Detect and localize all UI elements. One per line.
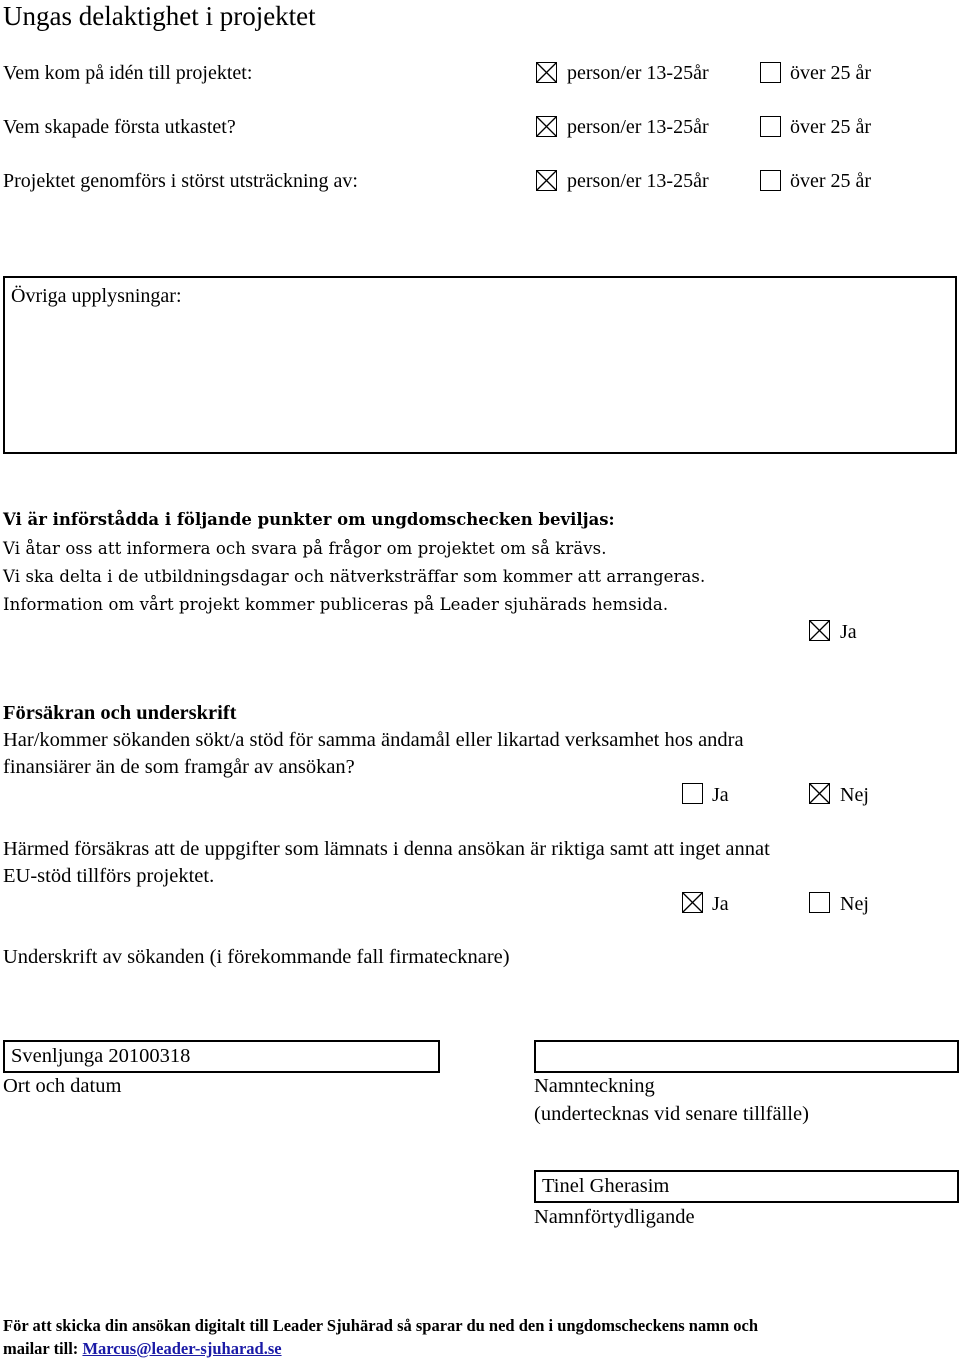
question-execution: Projektet genomförs i störst utsträckning av:: [3, 170, 358, 192]
assurance-q2-line2: EU-stöd tillförs projektet.: [3, 865, 215, 887]
question-draft: Vem skapade första utkastet?: [3, 116, 236, 138]
agreement-heading: Vi är införstådda i följande punkter om ungdomschecken beviljas:: [3, 510, 615, 529]
signature-label: Namnteckning: [534, 1075, 655, 1097]
label-q2-nej: Nej: [840, 893, 869, 915]
agreement-line-3: Information om vårt projekt kommer publiceras på Leader sjuhärads hemsida.: [3, 595, 669, 614]
name-clarification-label: Namnförtydligande: [534, 1206, 695, 1228]
name-clarification-field[interactable]: [534, 1170, 959, 1203]
checkbox-execution-youth[interactable]: [536, 170, 557, 191]
checkmark-x-icon: [810, 621, 829, 640]
checkbox-idea-over25[interactable]: [760, 62, 781, 83]
assurance-heading: Försäkran och underskrift: [3, 702, 237, 724]
checkbox-draft-youth[interactable]: [536, 116, 557, 137]
checkmark-x-icon: [537, 171, 556, 190]
email-link[interactable]: Marcus@leader-sjuharad.se: [82, 1339, 282, 1358]
signature-field[interactable]: [534, 1040, 959, 1073]
label-q1-nej: Nej: [840, 784, 869, 806]
label-q2-ja: Ja: [712, 893, 729, 915]
place-date-field[interactable]: [3, 1040, 440, 1073]
label-q1-ja: Ja: [712, 784, 729, 806]
checkbox-q1-ja[interactable]: [682, 783, 703, 804]
label-execution-over25: över 25 år: [790, 170, 872, 192]
label-execution-youth: person/er 13-25år: [567, 170, 709, 192]
checkbox-q2-ja[interactable]: [682, 892, 703, 913]
checkbox-agreement-ja[interactable]: [809, 620, 830, 641]
page-title: Ungas delaktighet i projektet: [3, 1, 316, 31]
footer-line-2: [3, 1337, 282, 1360]
assurance-q1-line1: Har/kommer sökanden sökt/a stöd för samma ändamål eller likartad verksamhet hos andra: [3, 729, 744, 751]
name-clarification-value: Tinel Gherasim: [542, 1175, 670, 1197]
label-draft-over25: över 25 år: [790, 116, 872, 138]
label-draft-youth: person/er 13-25år: [567, 116, 709, 138]
place-date-value: Svenljunga 20100318: [11, 1045, 191, 1067]
agreement-line-1: Vi åtar oss att informera och svara på frågor om projektet om så krävs.: [3, 539, 607, 558]
checkmark-x-icon: [537, 63, 556, 82]
checkbox-q2-nej[interactable]: [809, 892, 830, 913]
question-idea: Vem kom på idén till projektet:: [3, 62, 253, 84]
signature-heading: Underskrift av sökanden (i förekommande fall firmatecknare): [3, 946, 510, 968]
signature-note: (undertecknas vid senare tillfälle): [534, 1103, 809, 1125]
place-date-label: Ort och datum: [3, 1075, 122, 1097]
checkmark-x-icon: [537, 117, 556, 136]
footer-line-1: För att skicka din ansökan digitalt till Leader Sjuhärad så sparar du ned den i ungdomscheckens namn och: [3, 1316, 759, 1335]
assurance-q2-line1: Härmed försäkras att de uppgifter som lämnats i denna ansökan är riktiga samt att inget annat: [3, 838, 770, 860]
label-idea-youth: person/er 13-25år: [567, 62, 709, 84]
checkmark-x-icon: [810, 784, 829, 803]
label-idea-over25: över 25 år: [790, 62, 872, 84]
label-agreement-ja: Ja: [840, 621, 857, 643]
checkbox-idea-youth[interactable]: [536, 62, 557, 83]
other-info-field[interactable]: [3, 276, 957, 454]
agreement-line-2: Vi ska delta i de utbildningsdagar och nätverksträffar som kommer att arrangeras.: [3, 567, 706, 586]
footer-mail-prefix: mailar till:: [3, 1339, 83, 1358]
checkbox-execution-over25[interactable]: [760, 170, 781, 191]
checkmark-x-icon: [683, 893, 702, 912]
assurance-q1-line2: finansiärer än de som framgår av ansökan?: [3, 756, 355, 778]
other-info-label: Övriga upplysningar:: [11, 285, 182, 307]
checkbox-q1-nej[interactable]: [809, 783, 830, 804]
checkbox-draft-over25[interactable]: [760, 116, 781, 137]
